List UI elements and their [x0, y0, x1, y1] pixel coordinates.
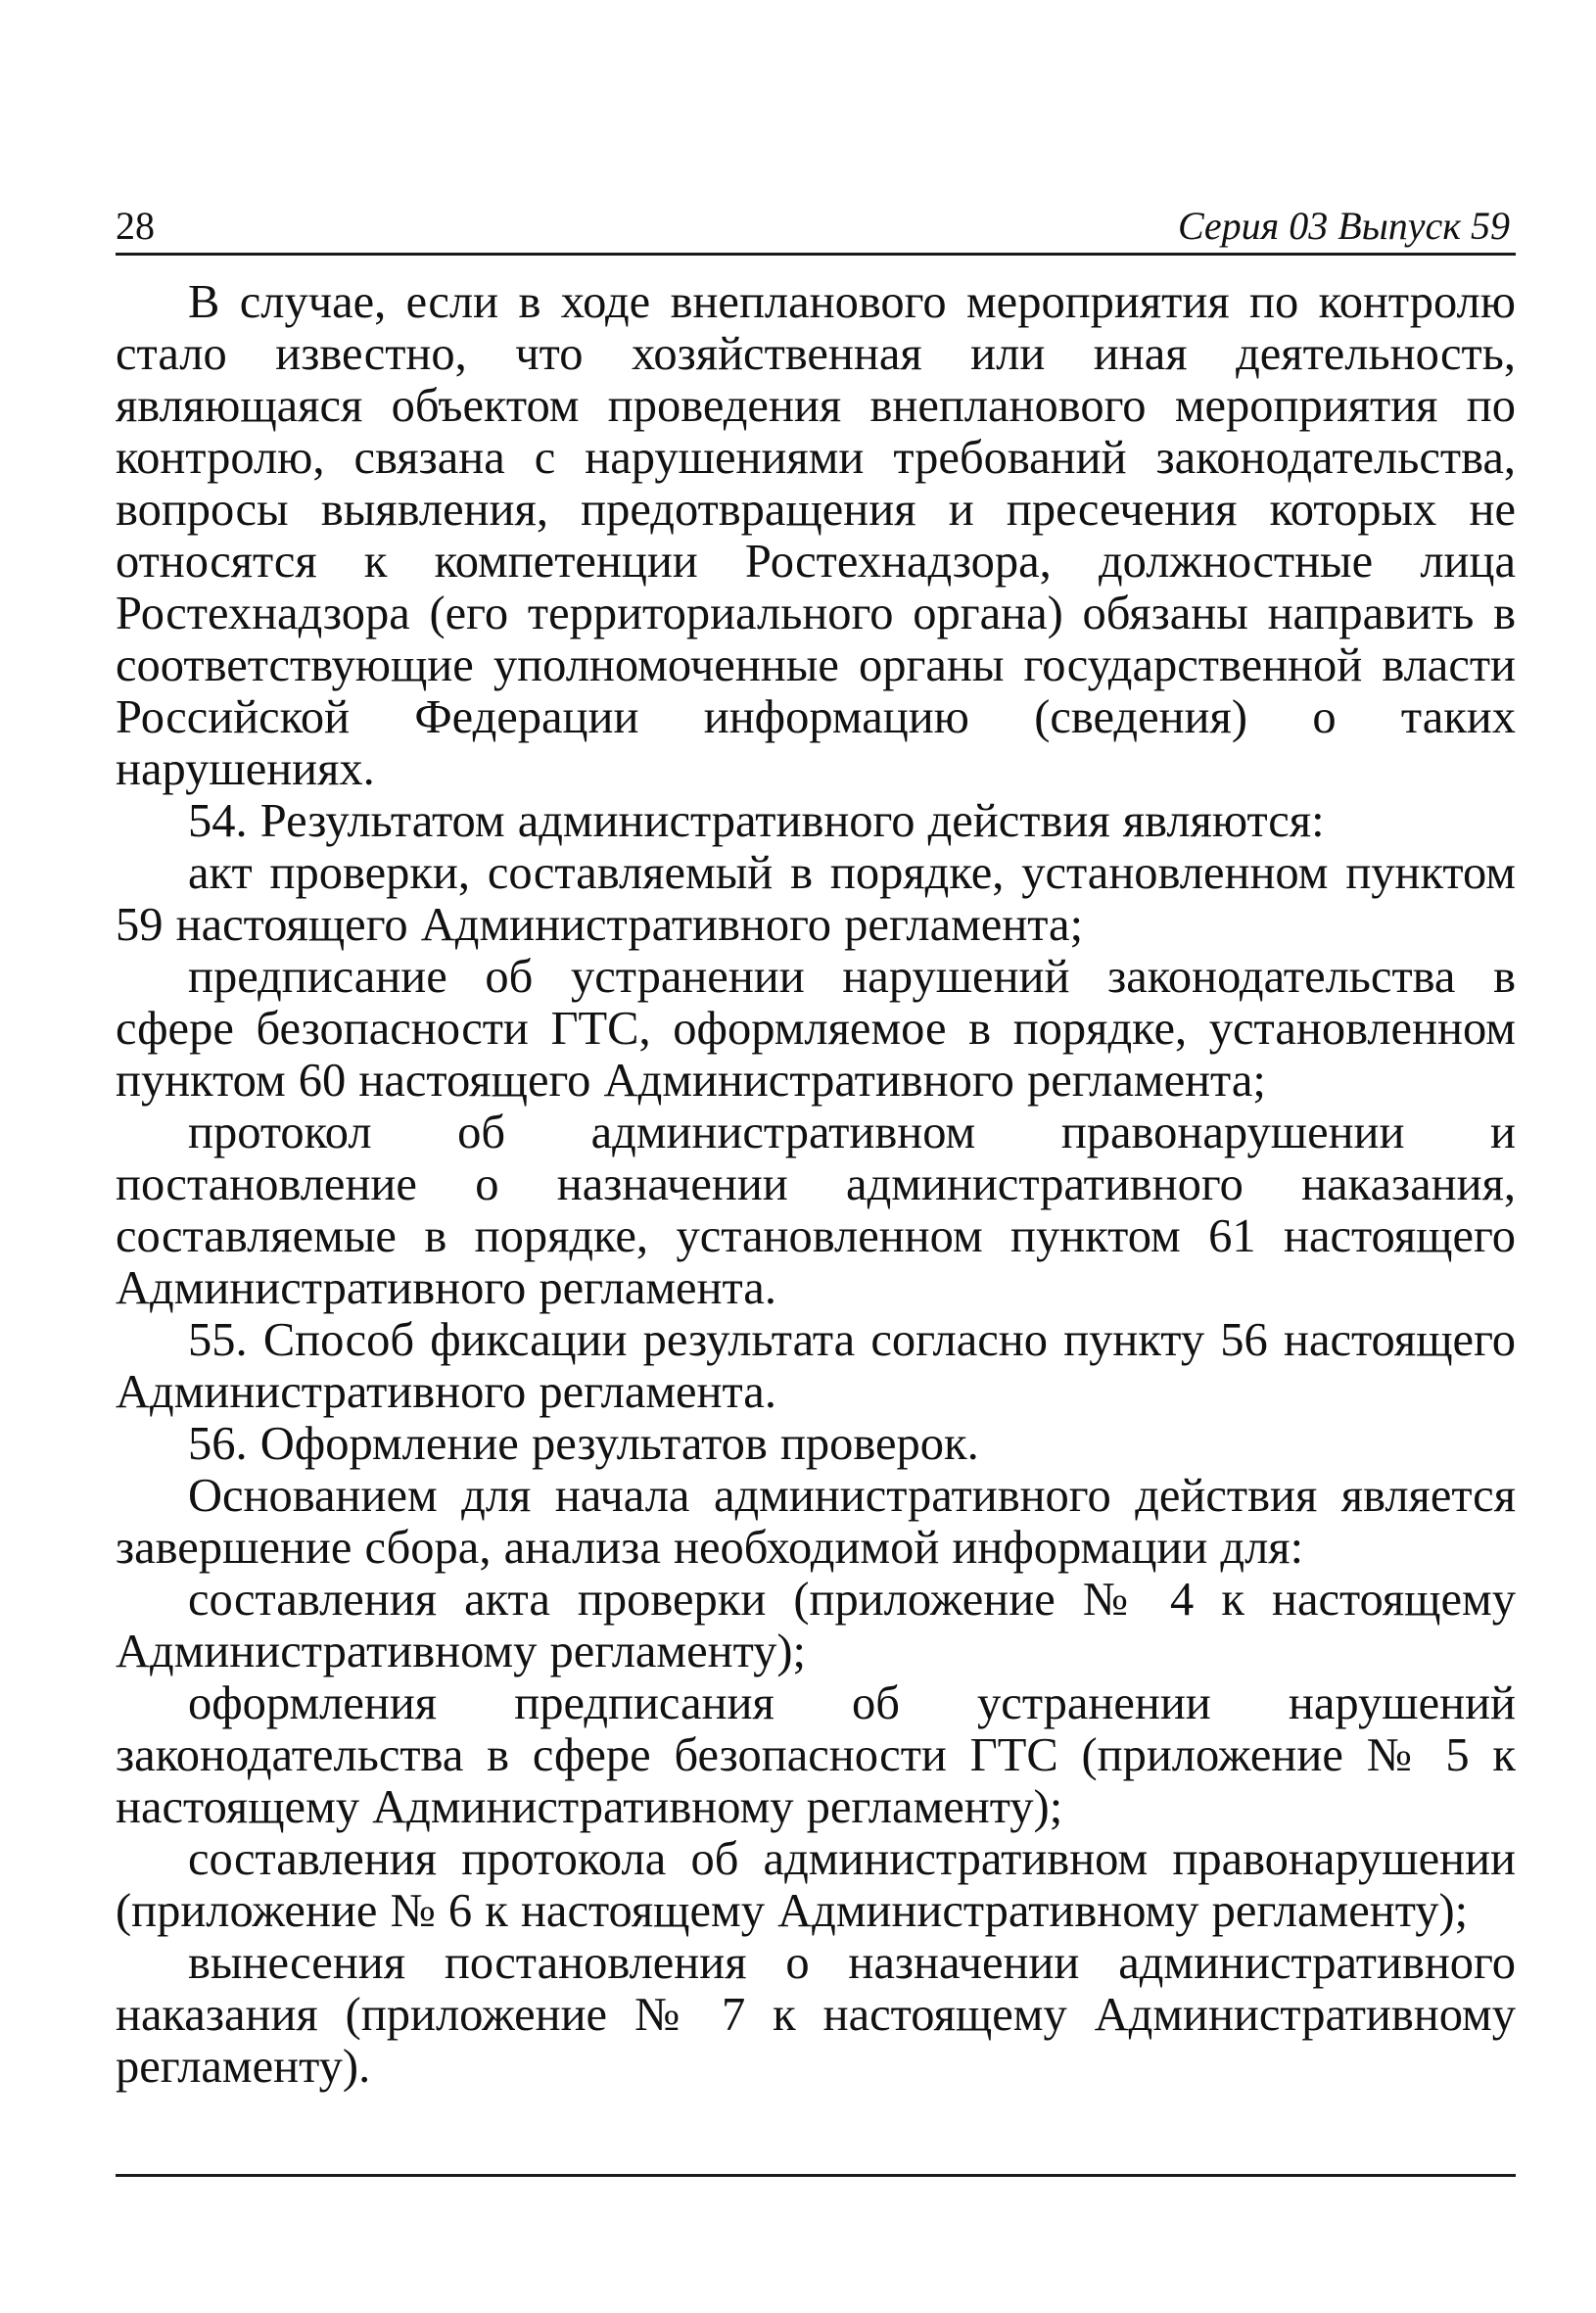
list-item-prescription: предписание об устранении нарушений законодательства в сфере безопасности ГТС, оформляемое в порядке, установленном пунктом 60 настоящего Административного регламента; — [116, 951, 1516, 1107]
list-item-act-appendix-4: составления акта проверки (приложение № 4 к настоящему Административному регламенту); — [116, 1574, 1516, 1677]
paragraph-56-results-registration: 56. Оформление результатов проверок. — [188, 1418, 979, 1470]
paragraph-54-results: 54. Результатом административного действия являются: — [188, 795, 1325, 847]
list-item-protocol-appendix-6: составления протокола об административном правонарушении (приложение № 6 к настоящему Административному регламенту); — [116, 1833, 1516, 1937]
list-item-inspection-act: акт проверки, составляемый в порядке, установленном пунктом 59 настоящего Административного регламента; — [116, 847, 1516, 951]
paragraph-55-fixation-method: 55. Способ фиксации результата согласно пункту 56 настоящего Административного регламента. — [116, 1314, 1516, 1418]
bottom-rule — [116, 2174, 1516, 2177]
list-item-prescription-appendix-5: оформления предписания об устранении нарушений законодательства в сфере безопасности ГТС (приложение № 5 к настоящему Административному регламенту); — [116, 1677, 1516, 1833]
series-label: Серия 03 Выпуск 59 — [1177, 204, 1510, 248]
body-text — [116, 276, 1516, 2093]
paragraph-basis-for-action: Основанием для начала административного действия является завершение сбора, анализа необходимой информации для: — [116, 1470, 1516, 1574]
list-item-protocol-and-resolution: протокол об административном правонарушении и постановление о назначении административного наказания, составляемые в порядке, установленном пунктом 61 настоящего Административного регламента. — [116, 1107, 1516, 1314]
running-header — [116, 196, 1516, 256]
paragraph-unplanned-inspection-violations: В случае, если в ходе внепланового мероприятия по контролю стало известно, что хозяйственная или иная деятельность, являющаяся объектом проведения внепланового мероприятия по контролю, связана с нарушениями требований законодательства, вопросы выявления, предотвращения и пресечения которых не относятся к компетенции Ростехнадзора, должностные лица Ростехнадзора (его территориального органа) обязаны направить в соответствующие уполномоченные органы государственной власти Российской Федерации информацию (сведения) о таких нарушениях. — [116, 276, 1516, 795]
list-item-resolution-appendix-7: вынесения постановления о назначении административного наказания (приложение № 7 к настоящему Административному регламенту). — [116, 1937, 1516, 2093]
page-number: 28 — [116, 204, 155, 248]
